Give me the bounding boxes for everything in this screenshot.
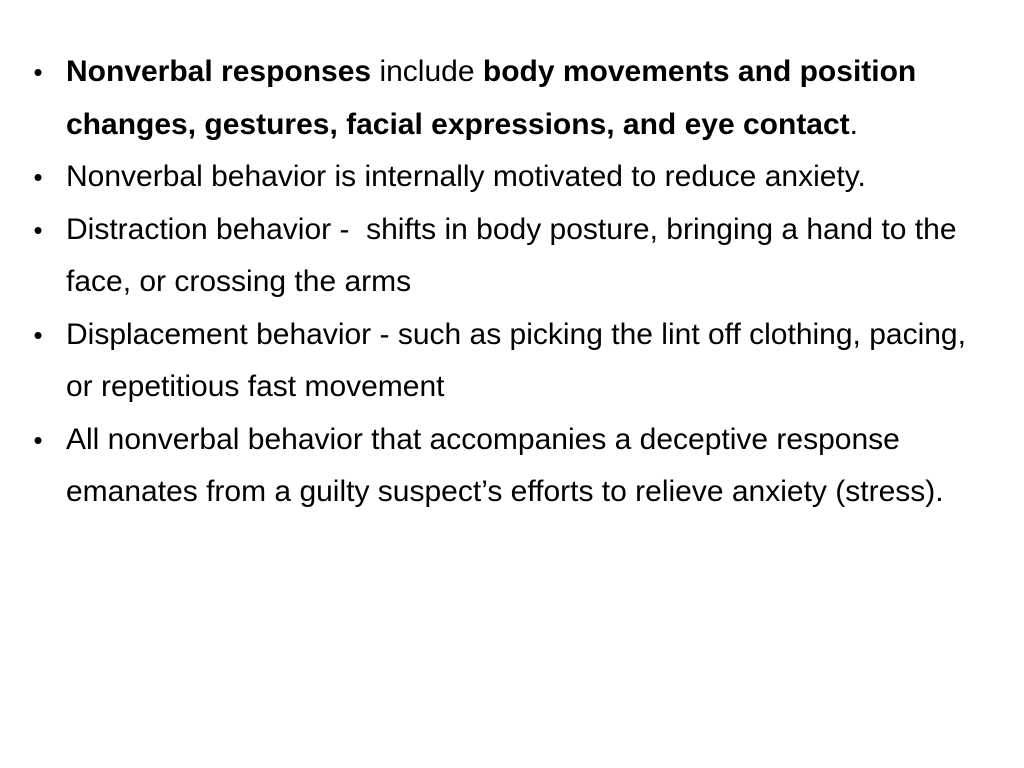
bullet-item-distraction-behavior [28, 204, 988, 309]
bullet-text: Nonverbal behavior is internally motivated to reduce anxiety. [66, 160, 866, 193]
bullet-item-deceptive-response [28, 414, 988, 519]
bullet-list [28, 46, 988, 519]
bullet-text-bold-list: body movements and position changes, gestures, facial expressions, and eye contact [66, 55, 917, 141]
bullet-text-bold-term: Nonverbal responses [66, 55, 372, 88]
bullet-text-connector: include [371, 55, 483, 88]
bullet-text: All nonverbal behavior that accompanies a deceptive response emanates from a guilty suspect’s efforts to relieve anxiety (stress). [66, 422, 944, 508]
bullet-text-period: . [849, 107, 859, 141]
bullet-text: Distraction behavior - shifts in body posture, bringing a hand to the face, or crossing the arms [66, 212, 965, 298]
bullet-icon: • [33, 162, 43, 192]
bullet-item-nonverbal-responses [28, 46, 988, 151]
bullet-icon: • [33, 319, 43, 350]
bullet-icon: • [33, 424, 43, 455]
bullet-item-displacement-behavior [28, 309, 988, 414]
bullet-icon: • [33, 57, 43, 87]
bullet-icon: • [33, 214, 43, 245]
bullet-item-internal-motivation [28, 151, 988, 204]
bullet-text: Displacement behavior - such as picking the lint off clothing, pacing, or repetitious fast movement [66, 317, 966, 403]
